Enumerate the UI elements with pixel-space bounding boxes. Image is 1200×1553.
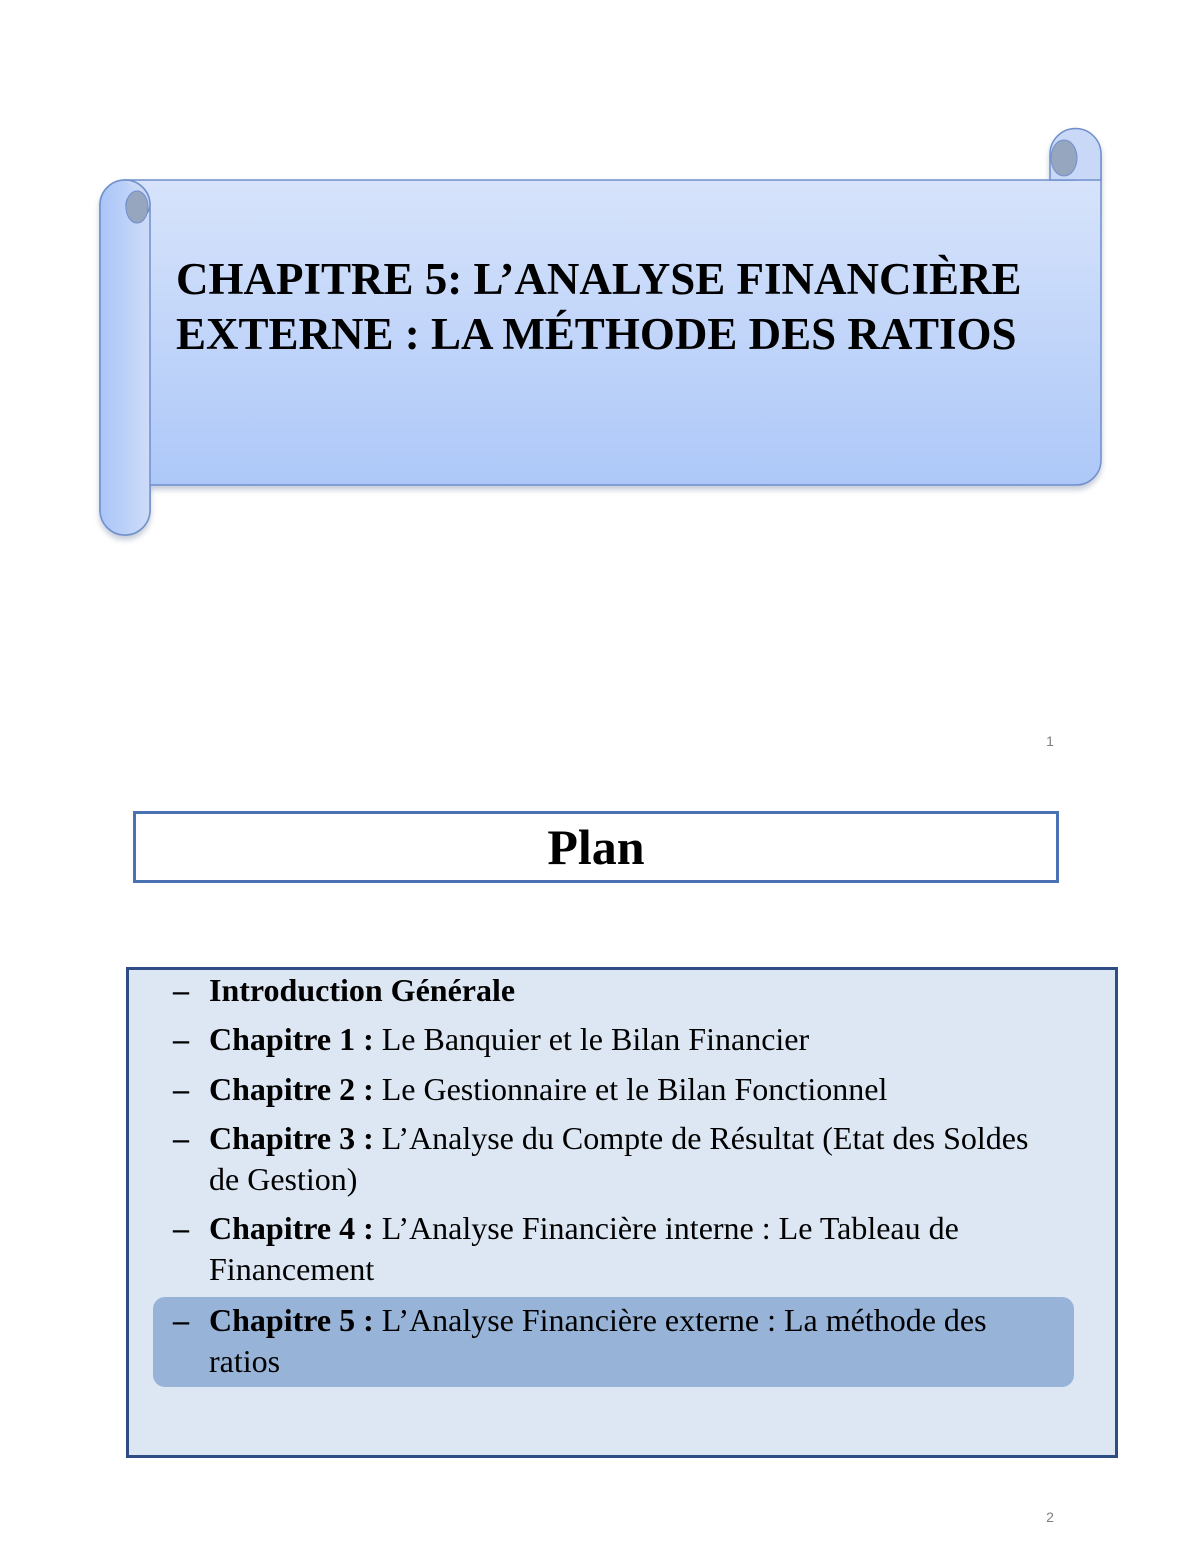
slide-2 [0, 776, 1200, 1553]
dash-bullet: – [173, 972, 189, 1008]
plan-title-box [133, 811, 1059, 883]
dash-bullet: – [173, 1210, 189, 1246]
list-item [173, 970, 1053, 1011]
plan-title: Plan [547, 819, 645, 875]
list-item-text: L’Analyse du Compte de Résultat (Etat des Soldes de Gestion) [209, 1120, 1029, 1197]
list-item-bold: Chapitre 4 : [209, 1210, 382, 1246]
slide-number: 1 [1046, 733, 1054, 749]
list-item-bold: Chapitre 3 : [209, 1120, 382, 1156]
list-item [173, 1208, 1053, 1290]
list-item [173, 1069, 1053, 1110]
list-item [173, 1019, 1053, 1060]
list-item-text: L’Analyse Financière interne : Le Tableau de Financement [209, 1210, 959, 1287]
slide-number: 2 [1046, 1509, 1054, 1525]
list-item-bold: Chapitre 5 : [209, 1302, 382, 1338]
scroll-banner [0, 0, 1200, 776]
list-item-bold: Introduction Générale [209, 972, 516, 1008]
list-item-text: Le Gestionnaire et le Bilan Fonctionnel [381, 1071, 888, 1107]
dash-bullet: – [173, 1302, 189, 1338]
slide-1 [0, 0, 1200, 776]
dash-bullet: – [173, 1071, 189, 1107]
dash-bullet: – [173, 1021, 189, 1057]
list-item-highlighted [173, 1300, 1053, 1382]
list-item-bold: Chapitre 1 : [209, 1021, 382, 1057]
dash-bullet: – [173, 1120, 189, 1156]
chapter-title: CHAPITRE 5: L’ANALYSE FINANCIÈRE EXTERNE : LA MÉTHODE DES RATIOS [176, 254, 1022, 359]
list-item-text: Le Banquier et le Bilan Financier [381, 1021, 810, 1057]
plan-content-box [126, 967, 1118, 1458]
list-item-bold: Chapitre 2 : [209, 1071, 382, 1107]
list-item [173, 1118, 1053, 1200]
list-item-text: L’Analyse Financière externe : La méthode des ratios [209, 1302, 987, 1379]
